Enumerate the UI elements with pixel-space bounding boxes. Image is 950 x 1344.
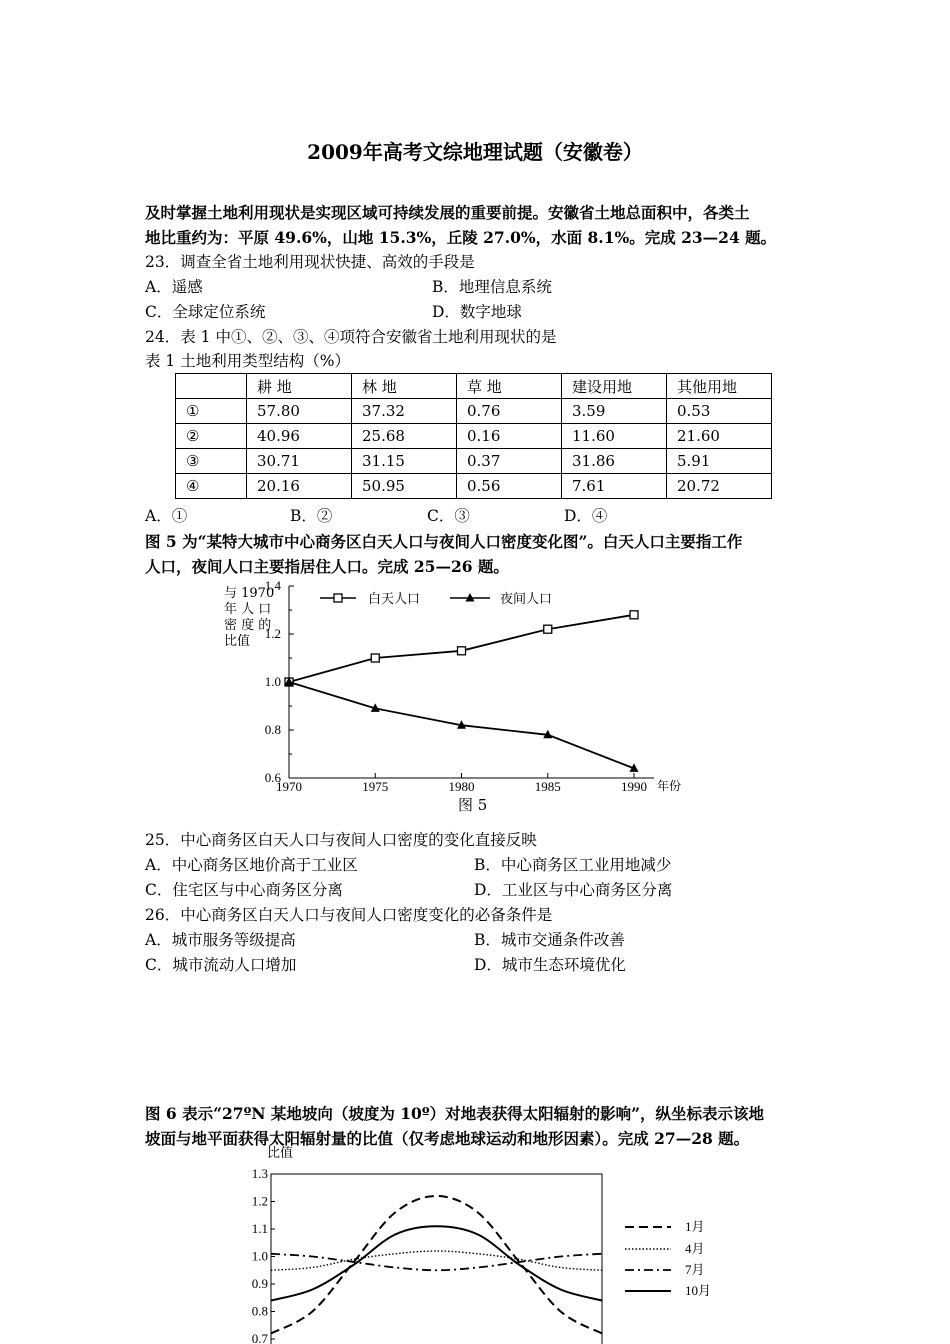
question-25-stem: 25．中心商务区白天人口与夜间人口密度的变化直接反映 (145, 831, 537, 849)
option-24-a: A．① (145, 507, 188, 525)
fig5-day-point (630, 611, 638, 619)
option-23-d: D．数字地球 (432, 303, 522, 321)
fig6-legend-label: 10月 (685, 1283, 712, 1298)
fig5-y-tick-label: 1.4 (264, 578, 281, 593)
fig6-y-tick-label: 1.0 (251, 1248, 268, 1264)
table-cell: 50.95 (352, 474, 457, 499)
table-cell: 3.59 (562, 399, 667, 424)
table-header-cell: 耕 地 (247, 374, 352, 399)
table-cell: 25.68 (352, 424, 457, 449)
table-cell: ③ (176, 449, 247, 474)
intro-line: 图 5 为“某特大城市中心商务区白天人口与夜间人口密度变化图”。白天人口主要指工作 (145, 532, 743, 551)
fig6-series-line-2 (271, 1251, 602, 1270)
table-cell: 0.56 (457, 474, 562, 499)
fig6-frame (271, 1174, 602, 1344)
table-cell: 20.16 (247, 474, 352, 499)
fig6-series-line-1 (271, 1196, 602, 1334)
table-header-cell: 草 地 (457, 374, 562, 399)
fig6-series-line-4 (271, 1226, 602, 1300)
page-title: 2009年高考文综地理试题（安徽卷） (307, 140, 643, 164)
fig5-legend-day-marker (334, 594, 342, 602)
option-25-b: B．中心商务区工业用地减少 (474, 856, 672, 874)
fig6-legend-label: 1月 (685, 1219, 705, 1234)
fig5-y-tick-label: 1.0 (264, 674, 281, 689)
intro-line: 人口，夜间人口主要指居住人口。完成 25—26 题。 (145, 557, 509, 576)
intro-27-28 (145, 1101, 815, 1151)
table-header-cell: 其他用地 (667, 374, 772, 399)
fig5-day-point (371, 654, 379, 662)
option-26-c: C．城市流动人口增加 (145, 956, 297, 974)
option-25-c: C．住宅区与中心商务区分离 (145, 881, 343, 899)
fig5-day-point (544, 625, 552, 633)
fig5-legend-day-label: 白天人口 (368, 591, 421, 606)
fig5-x-tick-label: 1990 (621, 779, 647, 794)
intro-line: 图 6 表示“27ºN 某地坡向（坡度为 10º）对地表获得太阳辐射的影响”，纵坐标表示该地 (145, 1104, 765, 1123)
fig5-x-tick-label: 1980 (448, 779, 475, 794)
fig5-ylabel-line: 与 1970 (224, 586, 275, 601)
fig6-y-tick-label: 1.2 (251, 1193, 268, 1209)
intro-line: 坡面与地平面获得太阳辐射量的比值（仅考虑地球运动和地形因素）。完成 27—28 题。 (145, 1129, 750, 1148)
table-cell: 57.80 (247, 399, 352, 424)
table-cell: 31.15 (352, 449, 457, 474)
fig6-y-tick-label: 1.1 (251, 1221, 268, 1236)
fig5-x-tick-label: 1975 (362, 779, 389, 794)
fig5-day-point (458, 647, 466, 655)
table-cell: 37.32 (352, 399, 457, 424)
fig5-x-tick-label: 1985 (534, 779, 561, 794)
table-cell: 20.72 (667, 474, 772, 499)
table-cell: 5.91 (667, 449, 772, 474)
table-caption: 表 1 土地利用类型结构（%） (145, 352, 350, 370)
fig5-x-tick-label: 1970 (276, 779, 302, 794)
table-cell: 21.60 (667, 424, 772, 449)
option-25-d: D．工业区与中心商务区分离 (474, 881, 673, 899)
fig6-legend-label: 4月 (685, 1241, 705, 1256)
fig5-legend-night-label: 夜间人口 (500, 591, 553, 606)
option-24-b: B．② (290, 507, 333, 525)
table-cell: 31.86 (562, 449, 667, 474)
fig5-ylabel-line: 密 度 的 (224, 618, 272, 633)
table-cell: 0.37 (457, 449, 562, 474)
fig5-ylabel-line: 比值 (224, 634, 251, 649)
table-cell: 0.76 (457, 399, 562, 424)
fig6-y-tick-label: 0.7 (251, 1331, 268, 1344)
option-23-a: A．遥感 (145, 278, 203, 296)
table-cell: 7.61 (562, 474, 667, 499)
intro-line: 及时掌握土地利用现状是实现区域可持续发展的重要前提。安徽省土地总面积中，各类土 (145, 203, 750, 222)
table-cell: 0.16 (457, 424, 562, 449)
table-cell: ④ (176, 474, 247, 499)
question-24-stem: 24．表 1 中①、②、③、④项符合安徽省土地利用现状的是 (145, 328, 557, 346)
table-cell: 11.60 (562, 424, 667, 449)
intro-line: 地比重约为：平原 49.6%，山地 15.3%，丘陵 27.0%，水面 8.1%。完成 23—24 题。 (145, 228, 777, 247)
table-header-cell: 林 地 (352, 374, 457, 399)
fig6-y-tick-label: 0.9 (251, 1276, 268, 1291)
fig5-caption: 图 5 (458, 796, 488, 814)
option-26-a: A．城市服务等级提高 (145, 931, 296, 949)
fig5-y-tick-label: 0.6 (264, 770, 281, 785)
option-24-c: C．③ (427, 507, 470, 525)
fig6-y-tick-label: 0.8 (251, 1303, 268, 1319)
option-26-d: D．城市生态环境优化 (474, 956, 626, 974)
fig5-ylabel (224, 586, 274, 650)
fig6-series-line-3 (271, 1254, 602, 1271)
option-26-b: B．城市交通条件改善 (474, 931, 625, 949)
table-cell: 30.71 (247, 449, 352, 474)
option-24-d: D．④ (564, 507, 608, 525)
table-cell: 40.96 (247, 424, 352, 449)
fig5-ylabel-line: 年 人 口 (224, 602, 272, 617)
fig5-xunit: 年份 (657, 779, 682, 793)
question-23-stem: 23．调查全省土地利用现状快捷、高效的手段是 (145, 253, 475, 271)
question-26-stem: 26．中心商务区白天人口与夜间人口密度变化的必备条件是 (145, 906, 553, 924)
fig6-legend-label: 7月 (685, 1262, 705, 1277)
fig6-y-tick-label: 1.3 (251, 1166, 268, 1181)
option-23-c: C．全球定位系统 (145, 303, 266, 321)
fig5-y-tick-label: 1.2 (264, 626, 281, 641)
option-23-b: B．地理信息系统 (432, 278, 552, 296)
table-cell: ② (176, 424, 247, 449)
table-cell: 0.53 (667, 399, 772, 424)
fig6-ylabel: 比值 (267, 1146, 294, 1161)
table-header-cell: 建设用地 (562, 374, 667, 399)
table-cell: ① (176, 399, 247, 424)
fig5-y-tick-label: 0.8 (264, 722, 281, 737)
option-25-a: A．中心商务区地价高于工业区 (145, 856, 358, 874)
